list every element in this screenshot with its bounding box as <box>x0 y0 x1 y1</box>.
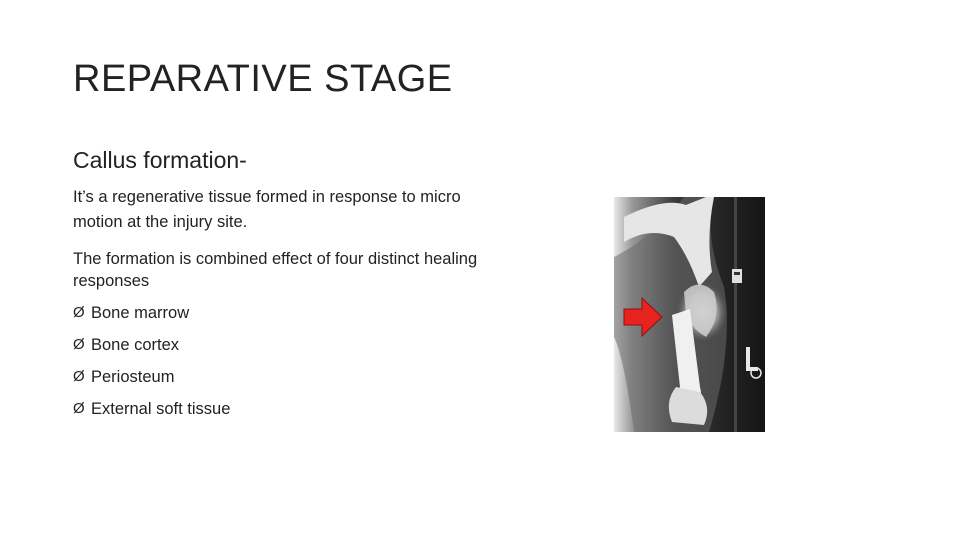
arrow-bullet-icon: Ø <box>73 336 85 353</box>
paragraph-regenerative-tissue: It’s a regenerative tissue formed in response to micro motion at the injury site. <box>73 188 461 231</box>
list-item <box>73 396 230 428</box>
arrow-bullet-icon: Ø <box>73 304 85 321</box>
list-item <box>73 300 230 332</box>
list-item <box>73 332 230 364</box>
healing-responses-list <box>73 300 230 428</box>
xray-image <box>614 197 765 432</box>
slide-title: REPARATIVE STAGE <box>73 58 453 100</box>
bullet-text: Bone marrow <box>91 304 190 322</box>
paragraph-formation: The formation is combined effect of four distinct healing responses <box>73 250 478 290</box>
arrow-bullet-icon: Ø <box>73 400 85 417</box>
bullet-text: Periosteum <box>91 368 175 386</box>
list-item <box>73 364 230 396</box>
bullet-text: External soft tissue <box>91 400 231 418</box>
slide-subtitle: Callus formation- <box>73 147 247 173</box>
arrow-bullet-icon: Ø <box>73 368 85 385</box>
bullet-text: Bone cortex <box>91 336 180 354</box>
